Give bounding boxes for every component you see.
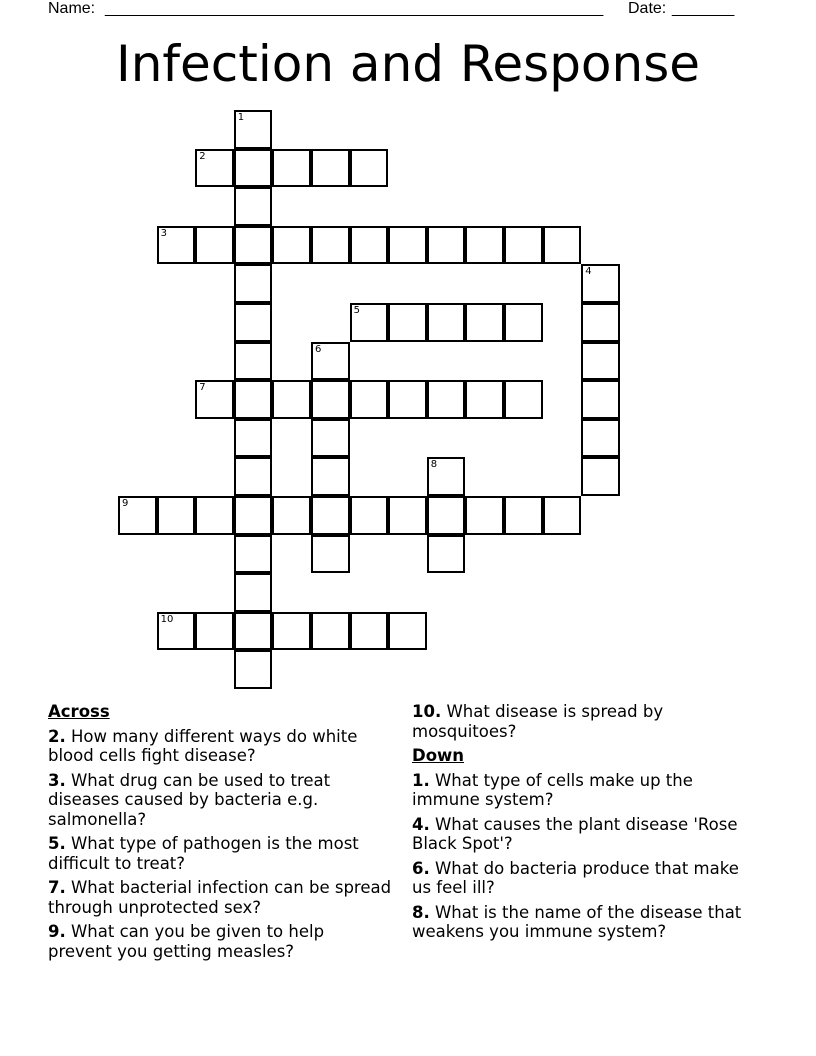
clue-down-1 — [412, 771, 757, 810]
grid-cell[interactable] — [195, 149, 234, 188]
grid-cell[interactable] — [234, 342, 273, 381]
grid-cell[interactable] — [465, 226, 504, 265]
grid-cell[interactable] — [234, 264, 273, 303]
grid-cell[interactable] — [311, 226, 350, 265]
cell-number: 1 — [237, 112, 245, 123]
grid-cell[interactable] — [388, 496, 427, 535]
grid-cell[interactable] — [388, 612, 427, 651]
clue-across-5 — [48, 834, 393, 873]
grid-cell[interactable] — [272, 380, 311, 419]
grid-cell[interactable] — [234, 457, 273, 496]
clue-text: What type of pathogen is the most difficult to treat? — [48, 834, 359, 873]
grid-cell[interactable] — [311, 535, 350, 574]
grid-cell[interactable] — [311, 419, 350, 458]
grid-cell[interactable] — [427, 226, 466, 265]
clue-number: 6. — [412, 858, 430, 878]
grid-cell[interactable] — [234, 303, 273, 342]
clue-across-9 — [48, 922, 393, 961]
clues-right-column — [412, 702, 757, 947]
grid-cell[interactable] — [427, 496, 466, 535]
grid-cell[interactable] — [504, 303, 543, 342]
grid-cell[interactable] — [234, 226, 273, 265]
grid-cell[interactable] — [195, 226, 234, 265]
grid-cell[interactable] — [234, 380, 273, 419]
clue-number: 5. — [48, 834, 66, 853]
clues-section — [48, 702, 768, 1002]
grid-cell[interactable] — [157, 612, 196, 651]
grid-cell[interactable] — [234, 650, 273, 689]
grid-cell[interactable] — [427, 457, 466, 496]
cell-number: 2 — [199, 150, 206, 162]
grid-cell[interactable] — [234, 573, 273, 612]
grid-cell[interactable] — [311, 342, 350, 381]
grid-cell[interactable] — [581, 457, 620, 496]
cell-number: 10 — [160, 613, 174, 625]
clue-across-10 — [412, 702, 757, 741]
grid-cell[interactable] — [388, 380, 427, 419]
grid-cell[interactable] — [427, 535, 466, 574]
clue-number: 1. — [412, 770, 430, 790]
grid-cell[interactable] — [234, 149, 273, 188]
grid-cell[interactable] — [234, 535, 273, 574]
grid-cell[interactable] — [157, 226, 196, 265]
grid-cell[interactable] — [195, 496, 234, 535]
grid-cell[interactable] — [234, 612, 273, 651]
clue-number: 9. — [48, 922, 66, 941]
clue-text: What do bacteria produce that make us feel ill? — [412, 858, 739, 897]
grid-cell[interactable] — [581, 380, 620, 419]
grid-cell[interactable] — [543, 496, 582, 535]
grid-cell[interactable] — [465, 303, 504, 342]
grid-cell[interactable] — [504, 226, 543, 265]
cell-number: 7 — [199, 382, 206, 394]
grid-cell[interactable] — [272, 496, 311, 535]
grid-cell[interactable] — [272, 149, 311, 188]
cell-number: 8 — [430, 459, 438, 471]
grid-cell[interactable] — [234, 110, 273, 149]
grid-cell[interactable] — [350, 303, 389, 342]
clues-left-column — [48, 702, 393, 966]
grid-cell[interactable] — [157, 496, 196, 535]
grid-cell[interactable] — [388, 303, 427, 342]
clue-number: 4. — [412, 814, 430, 834]
grid-cell[interactable] — [465, 496, 504, 535]
grid-cell[interactable] — [272, 612, 311, 651]
clue-across-7 — [48, 878, 393, 917]
cell-number: 6 — [315, 343, 322, 355]
grid-cell[interactable] — [350, 149, 389, 188]
clue-text: What type of cells make up the immune system? — [412, 770, 693, 809]
name-label: Name: — [48, 0, 96, 17]
across-heading: Across — [48, 702, 110, 721]
clue-across-3 — [48, 771, 393, 830]
grid-cell[interactable] — [581, 419, 620, 458]
grid-cell[interactable] — [388, 226, 427, 265]
grid-cell[interactable] — [350, 380, 389, 419]
name-field-line[interactable]: ________________________________________________________ — [105, 0, 604, 17]
grid-cell[interactable] — [234, 496, 273, 535]
grid-cell[interactable] — [311, 496, 350, 535]
grid-cell[interactable] — [504, 496, 543, 535]
clue-number: 2. — [48, 726, 66, 746]
clue-down-4 — [412, 815, 757, 854]
grid-cell[interactable] — [272, 226, 311, 265]
grid-cell[interactable] — [118, 496, 157, 535]
date-field-line[interactable]: _______ — [672, 0, 735, 17]
page-title: Infection and Response — [115, 35, 701, 93]
grid-cell[interactable] — [427, 380, 466, 419]
grid-cell[interactable] — [311, 457, 350, 496]
date-label: Date: — [628, 0, 667, 17]
clue-text: What causes the plant disease 'Rose Black Spot'? — [412, 814, 738, 853]
cell-number: 3 — [160, 227, 167, 239]
grid-cell[interactable] — [195, 380, 234, 419]
grid-cell[interactable] — [543, 226, 582, 265]
clue-across-2 — [48, 727, 393, 766]
clue-text: What is the name of the disease that weakens you immune system? — [412, 902, 742, 941]
clue-text: What drug can be used to treat diseases caused by bacteria e.g. salmonella? — [48, 770, 331, 829]
clue-number: 3. — [48, 770, 66, 790]
grid-cell[interactable] — [311, 149, 350, 188]
clue-number: 7. — [48, 878, 66, 897]
grid-cell[interactable] — [234, 187, 273, 226]
clue-text: What can you be given to help prevent you getting measles? — [48, 922, 325, 961]
clue-number: 10. — [412, 702, 442, 721]
clue-down-6 — [412, 859, 757, 898]
clue-number: 8. — [412, 902, 430, 922]
grid-cell[interactable] — [350, 496, 389, 535]
grid-cell[interactable] — [581, 264, 620, 303]
grid-cell[interactable] — [427, 303, 466, 342]
grid-cell[interactable] — [311, 612, 350, 651]
grid-cell[interactable] — [581, 342, 620, 381]
clue-text: What bacterial infection can be spread through unprotected sex? — [48, 878, 392, 917]
cell-number: 9 — [122, 498, 129, 509]
clue-down-8 — [412, 903, 757, 942]
down-heading: Down — [412, 746, 465, 765]
clue-text: What disease is spread by mosquitoes? — [412, 702, 664, 741]
grid-cell[interactable] — [504, 380, 543, 419]
grid-cell[interactable] — [195, 612, 234, 651]
cell-number: 4 — [585, 266, 592, 278]
clue-text: How many different ways do white blood cells fight disease? — [48, 726, 358, 765]
grid-cell[interactable] — [465, 380, 504, 419]
grid-cell[interactable] — [350, 612, 389, 651]
grid-cell[interactable] — [311, 380, 350, 419]
cell-number: 5 — [353, 305, 360, 316]
grid-cell[interactable] — [234, 419, 273, 458]
grid-cell[interactable] — [350, 226, 389, 265]
grid-cell[interactable] — [581, 303, 620, 342]
